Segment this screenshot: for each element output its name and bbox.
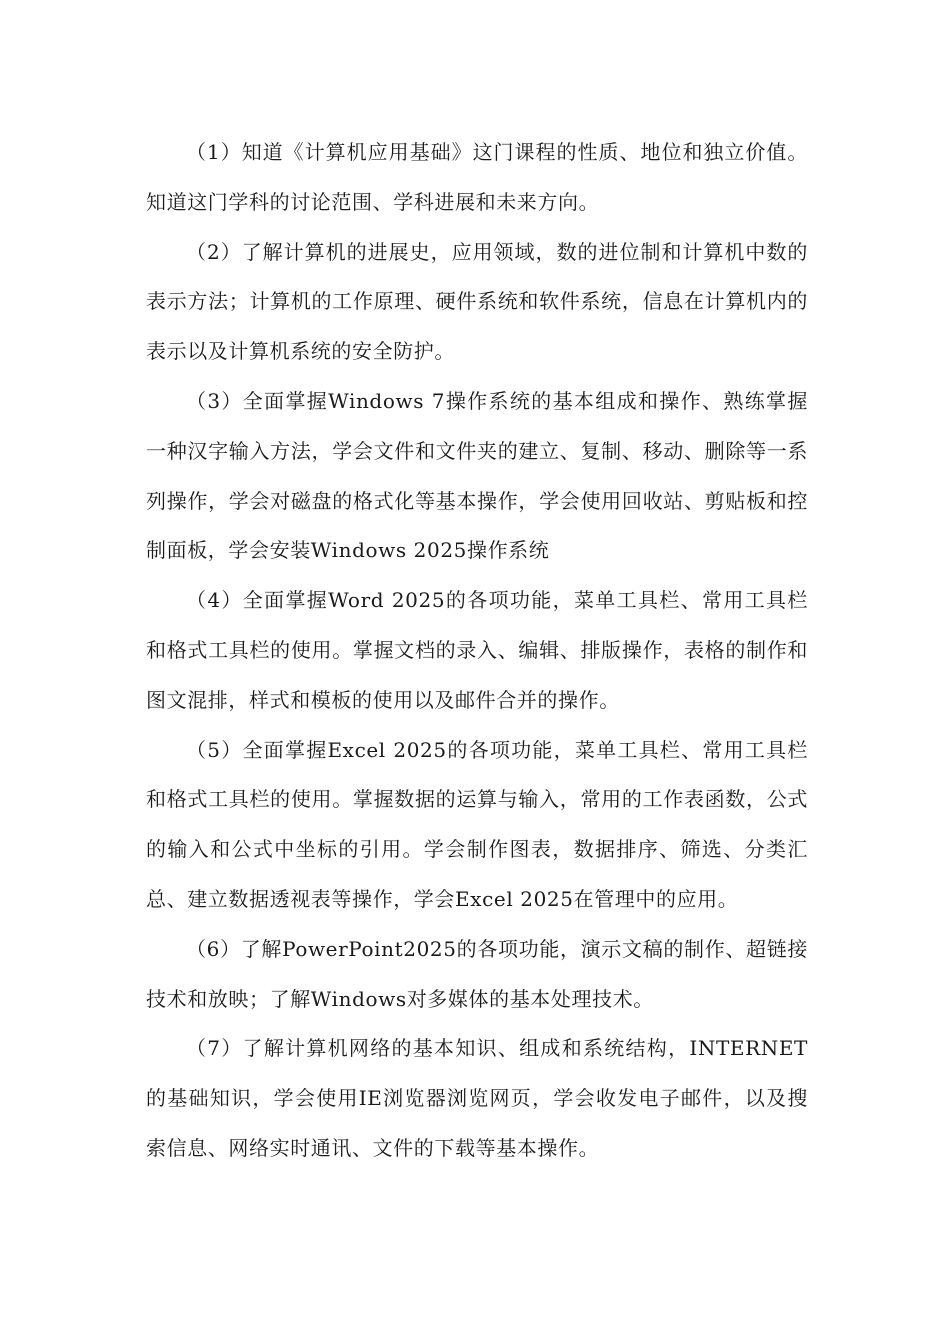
paragraph-7: （7）了解计算机网络的基本知识、组成和系统结构，INTERNET的基础知识，学会使用IE浏览器浏览网页，学会收发电子邮件，以及搜索信息、网络实时通讯、文件的下载等基本操作。 xyxy=(146,1036,808,1160)
paragraph-2: （2）了解计算机的进展史，应用领域，数的进位制和计算机中数的表示方法；计算机的工作原理、硬件系统和软件系统，信息在计算机内的表示以及计算机系统的安全防护。 xyxy=(146,239,808,364)
paragraph-1: （1）知道《计算机应用基础》这门课程的性质、地位和独立价值。知道这门学科的讨论范围、学科进展和未来方向。 xyxy=(146,140,808,214)
paragraph-6: （6）了解PowerPoint2025的各项功能，演示文稿的制作、超链接技术和放映；了解Windows对多媒体的基本处理技术。 xyxy=(146,936,808,1011)
paragraph-3: （3）全面掌握Windows 7操作系统的基本组成和操作、熟练掌握一种汉字输入方法，学会文件和文件夹的建立、复制、移动、删除等一系列操作，学会对磁盘的格式化等基本操作，学会使用回收站、剪贴板和控制面板，学会安装Windows 2025操作系统 xyxy=(146,388,808,563)
document-body xyxy=(146,128,808,1174)
paragraph-5: （5）全面掌握Excel 2025的各项功能，菜单工具栏、常用工具栏和格式工具栏的使用。掌握数据的运算与输入，常用的工作表函数，公式的输入和公式中坐标的引用。学会制作图表，数据排序、筛选、分类汇总、建立数据透视表等操作，学会Excel 2025在管理中的应用。 xyxy=(146,737,808,911)
paragraph-4: （4）全面掌握Word 2025的各项功能，菜单工具栏、常用工具栏和格式工具栏的使用。掌握文档的录入、编辑、排版操作，表格的制作和图文混排，样式和模板的使用以及邮件合并的操作。 xyxy=(146,588,808,712)
